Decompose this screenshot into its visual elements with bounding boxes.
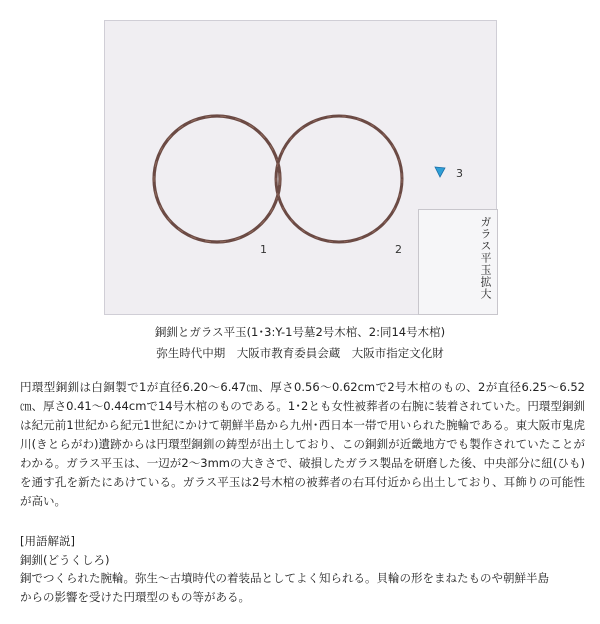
description-paragraph: 円環型銅釧は白銅製で1が直径6.20～6.47㎝、厚さ0.56～0.62cmで2号木棺のもの、2が直径6.25～6.52㎝、厚さ0.41～0.44cmで14号木棺のものである。1･2とも女性被葬者の右腕に装着されていた。円環型銅釧は紀元前1世紀から紀元1世紀にかけて朝鮮半島から九州･西日本一帯で用いられた腕輪である。東大阪市鬼虎川(きとらがわ)遺跡からは円環型銅釧の鋳型が出土しており、この銅釧が近畿地方でも製作されていたことがわかる。ガラス平玉は、一辺が2～3mmの大きさで、破損したガラス製品を研磨した後、中央部分に紐(ひも)を通す孔を新たにあけている。ガラス平玉は2号木棺の被葬者の右耳付近から出土しており、耳飾りの可能性が高い。 xyxy=(20,380,585,508)
glossary-definition-line1: 銅でつくられた腕輪。弥生～古墳時代の着装品としてよく知られる。貝輪の形をまねたものや朝鮮半島 xyxy=(20,571,549,585)
artifact-label-2: 2 xyxy=(395,243,402,256)
bronze-bracelet-2 xyxy=(276,116,402,242)
artifact-label-3: 3 xyxy=(456,167,463,180)
glossary-section xyxy=(20,532,585,606)
glossary-heading: [用語解説] xyxy=(20,534,75,548)
bronze-bracelet-1 xyxy=(154,116,280,242)
artifact-label-1: 1 xyxy=(260,243,267,256)
artifact-photo xyxy=(104,20,497,315)
glossary-term: 銅釧(どうくしろ) xyxy=(20,552,110,567)
photo-caption-line2: 弥生時代中期 大阪市教育委員会蔵 大阪市指定文化財 xyxy=(156,346,444,360)
enlarged-bead-inset xyxy=(418,209,498,315)
glossary-definition-line2: からの影響を受けた円環型のもの等がある。 xyxy=(20,589,250,604)
inset-label: ガラス平玉拡大 xyxy=(479,216,492,300)
glass-bead-small xyxy=(435,167,445,177)
photo-caption-line1: 銅釧とガラス平玉(1･3:Y-1号墓2号木棺、2:同14号木棺) xyxy=(154,325,446,339)
